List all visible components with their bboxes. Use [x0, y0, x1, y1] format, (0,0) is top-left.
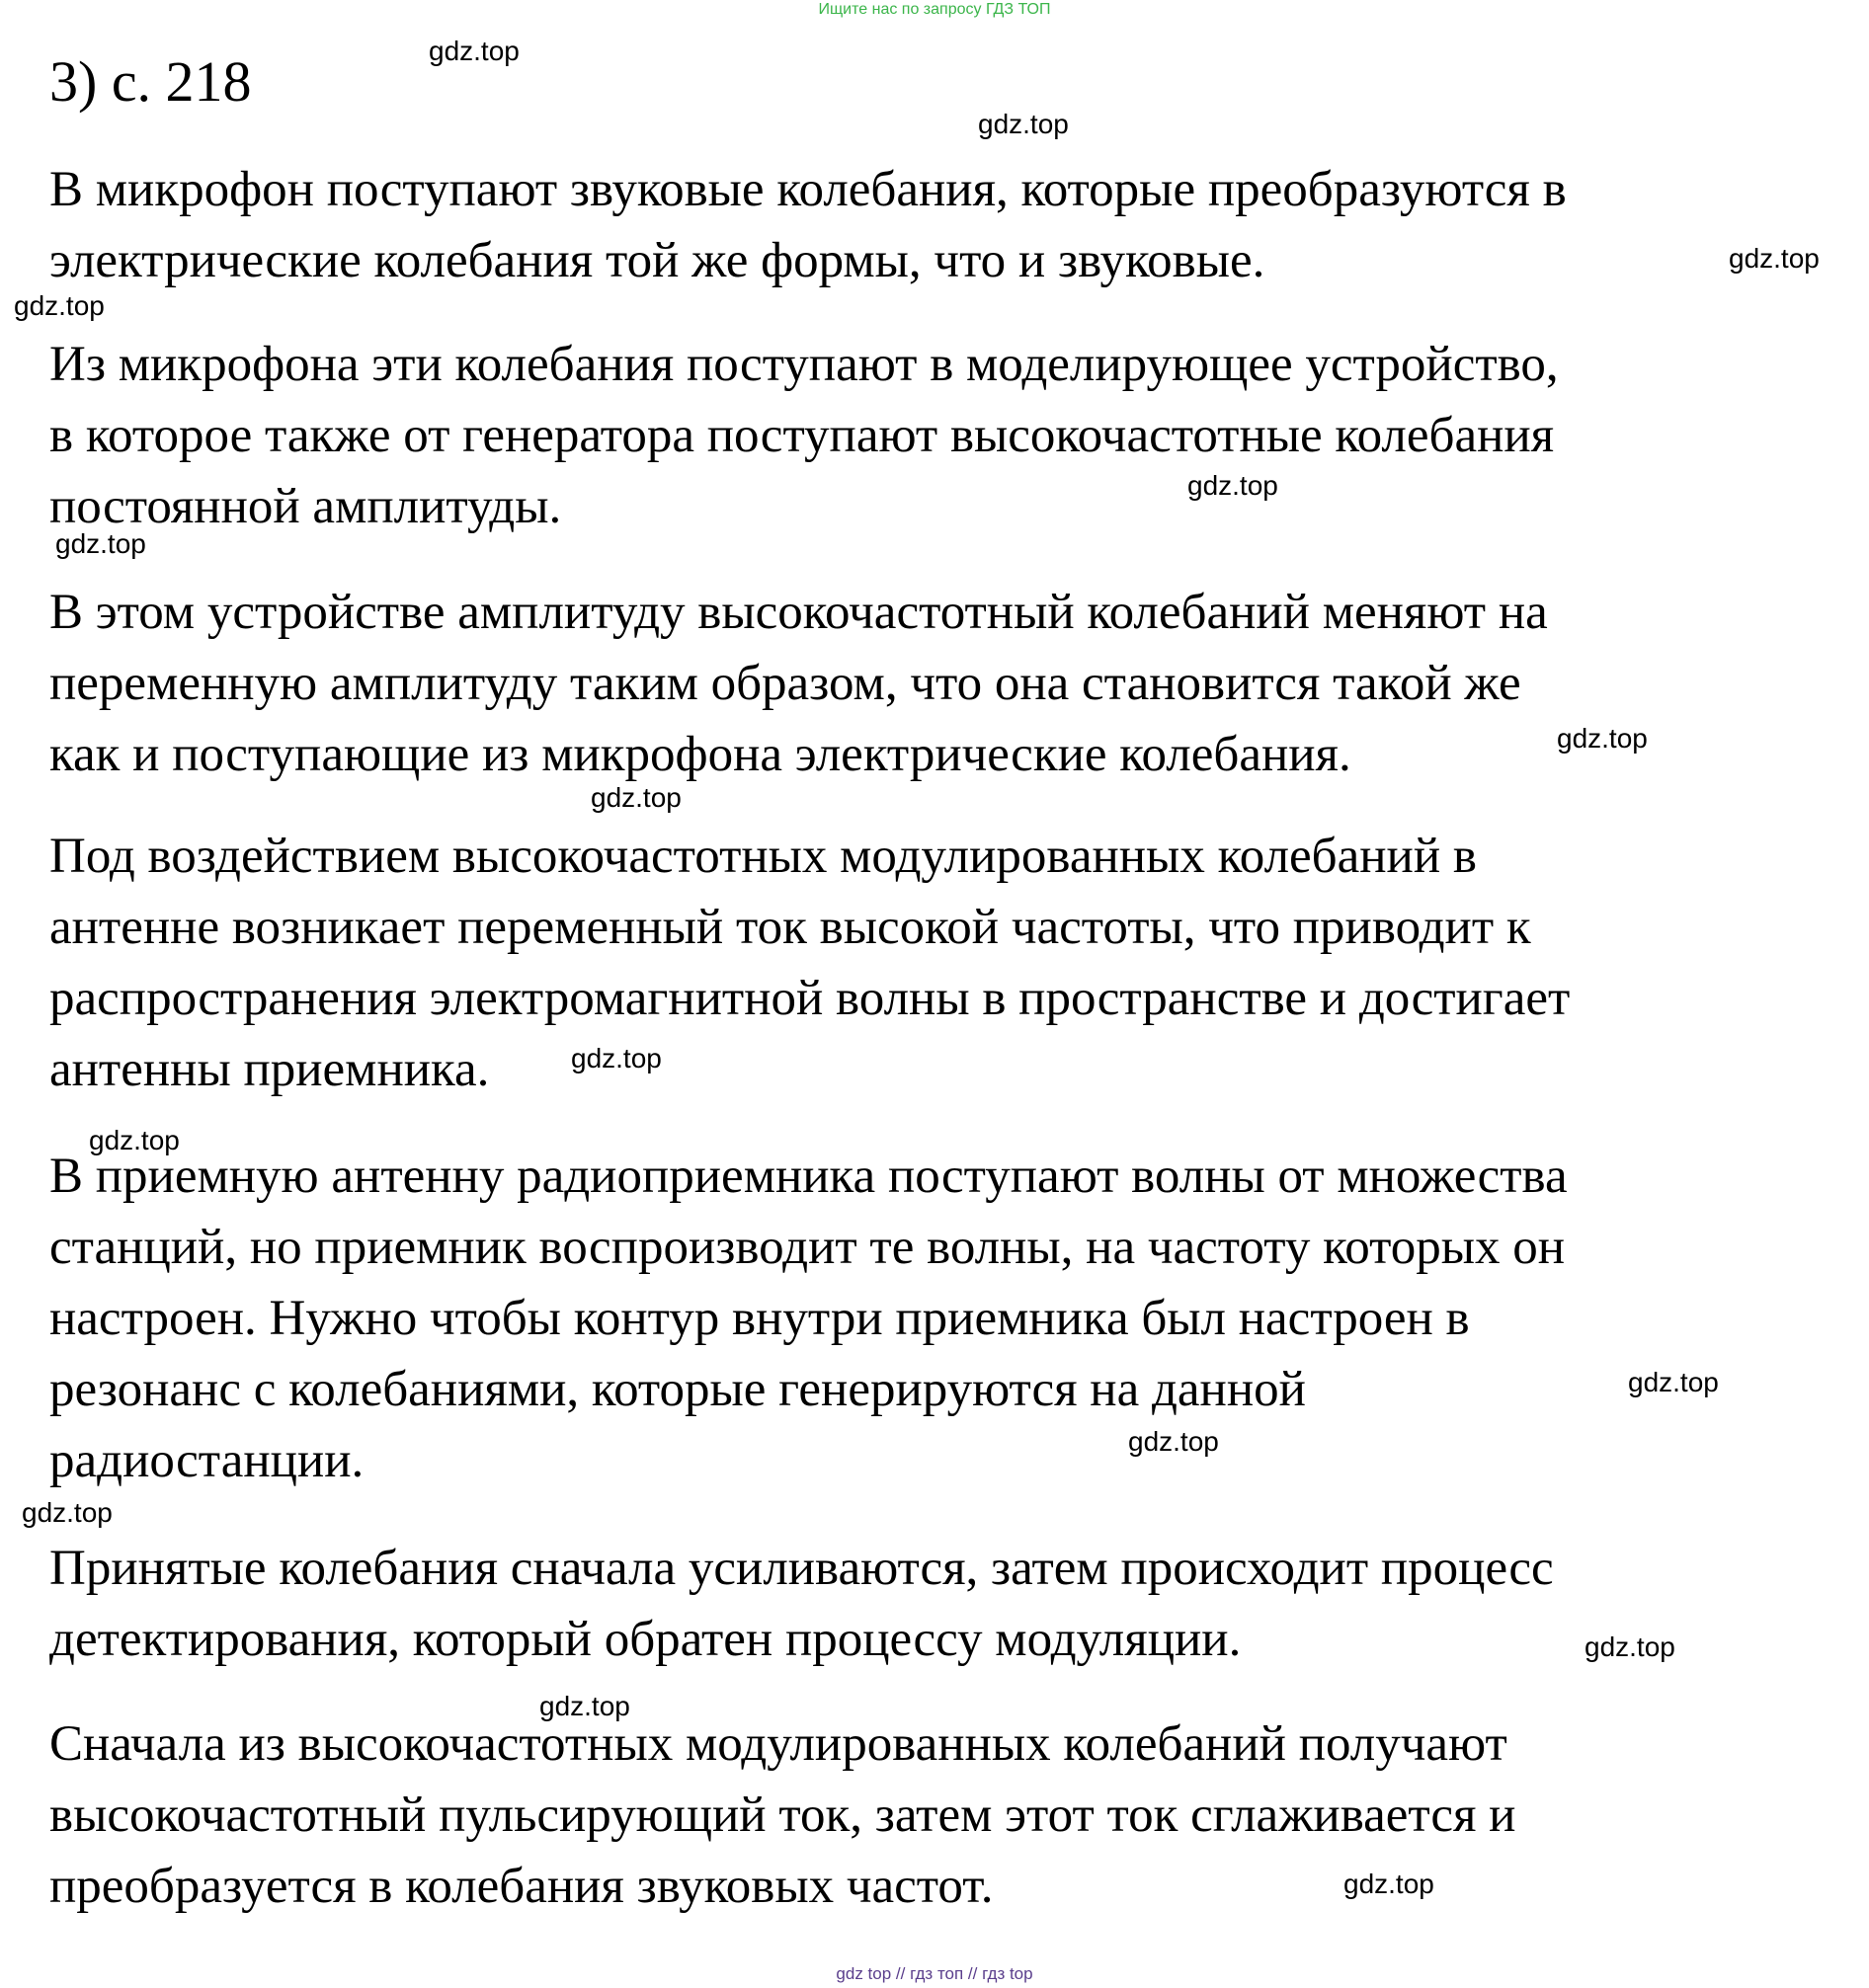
- text-line: Из микрофона эти колебания поступают в моделирующее устройство,: [49, 337, 1559, 392]
- text-line: как и поступающие из микрофона электрические колебания.: [49, 727, 1351, 782]
- watermark: gdz.top: [1628, 1367, 1719, 1397]
- text-line: резонанс с колебаниями, которые генерируются на данной: [49, 1362, 1306, 1417]
- text-line: радиостанции.: [49, 1433, 365, 1488]
- text-line: настроен. Нужно чтобы контур внутри приемника был настроен в: [49, 1291, 1470, 1346]
- text-line: распространения электромагнитной волны в пространстве и достигает: [49, 971, 1571, 1026]
- text-line: электрические колебания той же формы, что и звуковые.: [49, 233, 1265, 288]
- watermark: gdz.top: [14, 290, 105, 321]
- text-line: станций, но приемник воспроизводит те волны, на частоту которых он: [49, 1220, 1566, 1275]
- watermark: gdz.top: [429, 36, 520, 66]
- watermark: gdz.top: [1187, 470, 1278, 501]
- watermark: gdz.top: [539, 1691, 630, 1721]
- footer-watermark: gdz top // гдз топ // гдз top: [836, 1964, 1033, 1983]
- watermark: gdz.top: [55, 528, 146, 559]
- watermark: gdz.top: [978, 109, 1069, 139]
- paragraph-3: [49, 577, 1828, 790]
- watermark: gdz.top: [1343, 1869, 1434, 1899]
- top-banner: Ищите нас по запросу ГДЗ ТОП: [818, 1, 1051, 18]
- watermark: gdz.top: [591, 782, 682, 813]
- watermark: gdz.top: [1557, 723, 1648, 754]
- text-line: антенне возникает переменный ток высокой частоты, что приводит к: [49, 900, 1531, 955]
- text-line: В этом устройстве амплитуду высокочастотный колебаний меняют на: [49, 585, 1548, 640]
- text-line: Сначала из высокочастотных модулированных колебаний получают: [49, 1716, 1507, 1772]
- page-title: 3) с. 218: [49, 49, 252, 114]
- watermark: gdz.top: [1128, 1426, 1219, 1457]
- paragraph-5: [49, 1141, 1828, 1496]
- text-line: детектирования, который обратен процессу модуляции.: [49, 1612, 1242, 1667]
- watermark: gdz.top: [89, 1125, 180, 1155]
- paragraph-6: [49, 1533, 1828, 1675]
- paragraph-4: [49, 821, 1828, 1105]
- text-line: постоянной амплитуды.: [49, 479, 562, 534]
- paragraph-1: [49, 154, 1828, 296]
- watermark: gdz.top: [22, 1497, 113, 1528]
- text-line: Под воздействием высокочастотных модулированных колебаний в: [49, 829, 1477, 884]
- paragraph-7: [49, 1709, 1828, 1922]
- watermark: gdz.top: [1729, 243, 1820, 274]
- text-line: в которое также от генератора поступают высокочастотные колебания: [49, 408, 1555, 463]
- text-line: В приемную антенну радиоприемника поступают волны от множества: [49, 1149, 1568, 1204]
- watermark: gdz.top: [1585, 1631, 1675, 1662]
- paragraph-2: [49, 329, 1828, 542]
- text-line: антенны приемника.: [49, 1042, 490, 1097]
- text-line: преобразуется в колебания звуковых частот.: [49, 1859, 994, 1914]
- text-line: высокочастотный пульсирующий ток, затем этот ток сглаживается и: [49, 1788, 1516, 1843]
- text-line: Принятые колебания сначала усиливаются, затем происходит процесс: [49, 1541, 1554, 1596]
- watermark: gdz.top: [571, 1043, 662, 1074]
- text-line: переменную амплитуду таким образом, что она становится такой же: [49, 656, 1521, 711]
- text-line: В микрофон поступают звуковые колебания, которые преобразуются в: [49, 162, 1567, 217]
